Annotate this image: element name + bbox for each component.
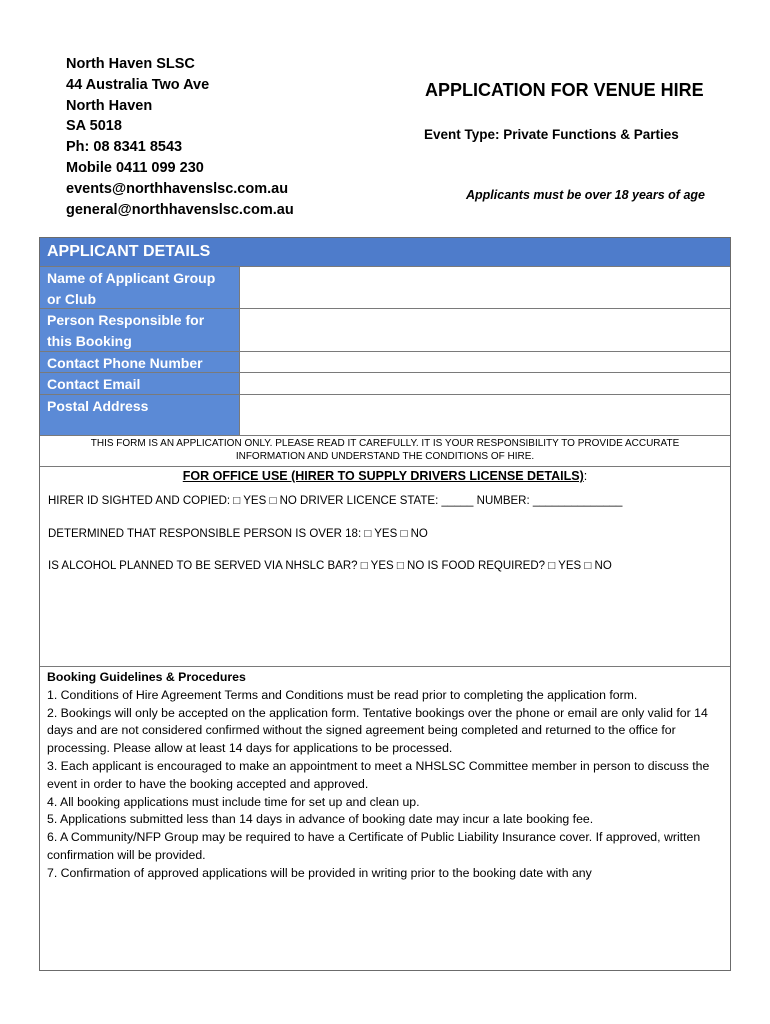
page-title: APPLICATION FOR VENUE HIRE (425, 80, 704, 100)
field-label: Name of Applicant Group or Club (40, 267, 240, 308)
org-suburb: North Haven (66, 97, 153, 114)
org-email-general[interactable]: general@northhavenslsc.com.au (66, 201, 294, 218)
guideline-item: 7. Confirmation of approved applications will be provided in writing prior to the booking date with any (47, 865, 592, 880)
field-label: Postal Address (40, 395, 240, 435)
postal-address-input[interactable] (240, 395, 730, 435)
org-email-events[interactable]: events@northhavenslsc.com.au (66, 180, 289, 197)
applicant-row-phone (40, 352, 730, 373)
guideline-item: 1. Conditions of Hire Agreement Terms and Conditions must be read prior to completing the application form. (47, 687, 638, 702)
applicant-details-table (40, 238, 730, 436)
guideline-item: 6. A Community/NFP Group may be required to have a Certificate of Public Liability Insurance cover. If approved, written confirmation will be provided. (47, 830, 701, 862)
age-requirement-note: Applicants must be over 18 years of age (466, 188, 705, 202)
applicant-row-email (40, 373, 730, 395)
applicant-details-header: APPLICANT DETAILS (40, 238, 730, 267)
office-use-colon: : (583, 469, 588, 483)
guidelines-title: Booking Guidelines & Procedures (47, 670, 246, 684)
responsible-person-input[interactable] (240, 309, 730, 351)
applicant-row-responsible-person (40, 309, 730, 352)
field-label: Person Responsible for this Booking (40, 309, 240, 351)
application-form (39, 237, 731, 971)
office-use-title (40, 468, 730, 484)
org-mobile: Mobile 0411 099 230 (66, 159, 204, 176)
org-phone: Ph: 08 8341 8543 (66, 139, 183, 156)
contact-email-input[interactable] (240, 373, 730, 394)
guideline-item: 4. All booking applications must include time for set up and clean up. (47, 794, 420, 809)
guideline-item: 3. Each applicant is encouraged to make an appointment to meet a NHSLSC Committee member in person to discuss the event in order to have the booking accepted and approved. (47, 758, 710, 791)
field-label: Contact Email (40, 373, 240, 394)
field-label: Contact Phone Number (40, 352, 240, 372)
organisation-contact-block (66, 54, 294, 220)
org-name: North Haven SLSC (66, 56, 195, 72)
org-street: 44 Australia Two Ave (66, 76, 210, 93)
booking-guidelines (47, 669, 727, 883)
contact-phone-input[interactable] (240, 352, 730, 372)
office-use-heading: FOR OFFICE USE (HIRER TO SUPPLY DRIVERS LICENSE DETAILS) (182, 469, 584, 483)
applicant-row-postal-address (40, 395, 730, 436)
divider (40, 466, 730, 467)
org-state-postcode: SA 5018 (66, 118, 122, 135)
application-notice: THIS FORM IS AN APPLICATION ONLY. PLEASE READ IT CAREFULLY. IT IS YOUR RESPONSIBILITY TO PROVIDE ACCURATE INFORMATION AND UNDERSTAND THE CONDITIONS OF HIRE. (90, 438, 680, 462)
guideline-item: 2. Bookings will only be accepted on the application form. Tentative bookings over the phone or email are only valid for 14 days and are not considered confirmed without the signed agreement being completed and returned to the office for processing. Please allow at least 14 days for applications to be processed. (47, 705, 708, 756)
group-name-input[interactable] (240, 267, 730, 308)
office-age-check-line[interactable]: DETERMINED THAT RESPONSIBLE PERSON IS OVER 18: □ YES □ NO (48, 528, 428, 540)
office-id-check-line[interactable]: HIRER ID SIGHTED AND COPIED: □ YES □ NO DRIVER LICENCE STATE: _____ NUMBER: ______________ (48, 495, 623, 507)
guideline-item: 5. Applications submitted less than 14 days in advance of booking date may incur a late booking fee. (47, 812, 594, 827)
applicant-row-group-name (40, 267, 730, 309)
event-type: Event Type: Private Functions & Parties (424, 127, 679, 142)
office-alcohol-food-line[interactable]: IS ALCOHOL PLANNED TO BE SERVED VIA NHSLC BAR? □ YES □ NO IS FOOD REQUIRED? □ YES □ NO (48, 560, 612, 572)
divider (40, 666, 730, 667)
